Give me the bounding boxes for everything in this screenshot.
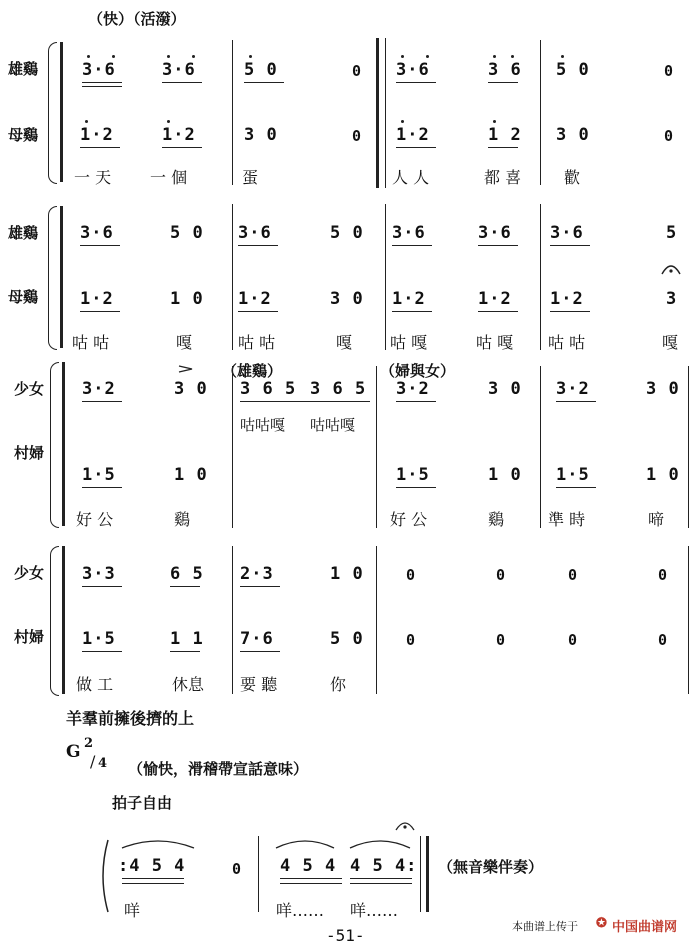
barline — [376, 366, 377, 528]
voice-cue-women: （婦與女） — [380, 362, 456, 380]
octave-dot — [561, 55, 564, 58]
tempo-marking-2: （愉快，滑稽帶宣話意味） — [128, 760, 309, 778]
lyric: 一 個 — [150, 168, 188, 187]
note-group: 3·6 — [478, 223, 512, 243]
beam-line — [80, 245, 120, 246]
note-group: 1 0 — [174, 465, 208, 485]
tempo-marking: （快）（活潑） — [88, 10, 186, 28]
rest: 0 — [568, 566, 578, 584]
lyric: 好 公 — [390, 510, 428, 529]
note-group: 5 0 — [330, 223, 364, 243]
beam-line — [240, 401, 370, 402]
rest: 0 — [496, 631, 506, 649]
barline — [540, 366, 541, 528]
lyric: 鷄 — [174, 510, 191, 529]
beam-line — [82, 86, 122, 87]
stage-direction: 羊羣前擁後擠的上 — [66, 709, 195, 728]
beam-line — [82, 651, 122, 652]
lyric: 休息 — [172, 675, 205, 694]
barline — [385, 38, 386, 188]
beam-line — [550, 245, 590, 246]
barline — [376, 38, 379, 188]
barline — [232, 40, 233, 185]
beam-line — [122, 878, 184, 879]
beam-line — [162, 147, 202, 148]
rest: 0 — [664, 127, 674, 145]
barline — [420, 836, 421, 912]
beam-line — [82, 401, 122, 402]
note-group: 3 0 — [174, 379, 208, 399]
note-group: 5 — [666, 223, 678, 243]
note-group: 3·6 — [82, 60, 116, 80]
beam-line — [238, 245, 278, 246]
note-group: 3 0 — [556, 125, 590, 145]
note-group: 1·2 — [80, 289, 114, 309]
page-number: -51- — [326, 926, 365, 945]
barline — [232, 204, 233, 350]
beam-line — [80, 311, 120, 312]
lyric: 鷄 — [488, 510, 505, 529]
octave-dot — [167, 120, 170, 123]
lyric: 人 人 — [392, 168, 430, 187]
note-group: 5 0 — [244, 60, 278, 80]
fermata-mark — [660, 258, 682, 278]
lyric: 一 天 — [74, 168, 112, 187]
voice-label-girl: 少女 — [14, 564, 45, 582]
barline — [688, 546, 689, 694]
beam-line — [280, 883, 342, 884]
note-group: 3·6 — [550, 223, 584, 243]
octave-dot — [112, 55, 115, 58]
time-sig-slash: / — [90, 752, 96, 771]
beam-line — [478, 245, 518, 246]
lyric: 咩…… — [350, 901, 399, 920]
slur-mark — [118, 836, 198, 850]
barline — [540, 40, 541, 185]
octave-dot — [493, 120, 496, 123]
beam-line — [350, 878, 412, 879]
lyric: 嘎 — [662, 333, 679, 352]
octave-dot — [401, 120, 404, 123]
lyric: 咕 嘎 — [390, 333, 428, 352]
note-group: 4 5 4 — [280, 856, 337, 876]
rest: 0 — [352, 127, 362, 145]
performance-note: （無音樂伴奏） — [438, 858, 544, 876]
rest: 0 — [664, 62, 674, 80]
voice-cue-rooster: （雄鷄） — [222, 362, 283, 380]
note-group: 7·6 — [240, 629, 274, 649]
note-group: 3 0 — [330, 289, 364, 309]
lyric: 咕 咕 — [72, 333, 110, 352]
note-group: 3 — [666, 289, 678, 309]
barline — [232, 546, 233, 694]
lyric: 咕 咕 — [238, 333, 276, 352]
staff-brace — [48, 206, 57, 350]
octave-dot — [493, 55, 496, 58]
beam-line — [82, 586, 122, 587]
note-group: 3 0 — [646, 379, 680, 399]
note-group: 4 5 4: — [350, 856, 418, 876]
beam-line — [392, 311, 432, 312]
voice-label-village-woman: 村婦 — [14, 628, 45, 646]
note-group: 1·2 — [550, 289, 584, 309]
voice-label-hen: 母鷄 — [8, 288, 39, 306]
barline — [376, 546, 377, 694]
note-group: 3·3 — [82, 564, 116, 584]
barline — [60, 42, 63, 182]
lyric: 歡 — [564, 168, 581, 187]
lyric: 蛋 — [242, 168, 259, 187]
note-group: 5 0 — [170, 223, 204, 243]
lyric: 要 聽 — [240, 675, 278, 694]
octave-dot — [401, 55, 404, 58]
slur-mark — [272, 836, 422, 850]
fermata-mark — [394, 816, 416, 834]
note-group: 1·5 — [82, 465, 116, 485]
beam-line — [122, 883, 184, 884]
beam-line — [238, 311, 278, 312]
rest: 0 — [406, 566, 416, 584]
note-group: 3 6 5 — [240, 379, 297, 399]
note-group: :4 5 4 — [118, 856, 186, 876]
lyric: 咕 嘎 — [476, 333, 514, 352]
note-group: 3·2 — [556, 379, 590, 399]
site-logo: 中国曲谱网 — [612, 920, 678, 935]
lyric: 好 公 — [76, 510, 114, 529]
note-group: 1 0 — [488, 465, 522, 485]
barline — [62, 362, 65, 526]
barline — [385, 204, 386, 350]
note-group: 5 0 — [556, 60, 590, 80]
note-group: 1 2 — [488, 125, 522, 145]
lyric: 你 — [330, 675, 347, 694]
voice-label-hen: 母鷄 — [8, 126, 39, 144]
note-group: 3·6 — [162, 60, 196, 80]
lyric: 嘎 — [176, 333, 193, 352]
rest: 0 — [406, 631, 416, 649]
octave-dot — [511, 55, 514, 58]
beam-line — [350, 883, 412, 884]
note-group: 2·3 — [240, 564, 274, 584]
note-group: 5 0 — [330, 629, 364, 649]
staff-brace — [50, 546, 59, 696]
note-group: 1 1 — [170, 629, 204, 649]
rest: 0 — [496, 566, 506, 584]
note-group: 1·5 — [82, 629, 116, 649]
beam-line — [244, 82, 284, 83]
note-group: 1·5 — [556, 465, 590, 485]
beam-line — [478, 311, 518, 312]
beam-line — [240, 651, 280, 652]
beam-line — [488, 82, 518, 83]
note-group: 3·6 — [396, 60, 430, 80]
rest: 0 — [568, 631, 578, 649]
barline — [258, 836, 259, 912]
note-group: 1·2 — [396, 125, 430, 145]
note-group: 1 0 — [330, 564, 364, 584]
octave-dot — [192, 55, 195, 58]
note-group: 1·2 — [392, 289, 426, 309]
octave-dot — [167, 55, 170, 58]
lyric: 咩…… — [276, 901, 325, 920]
barline — [60, 206, 63, 348]
lyric: 準 時 — [548, 510, 586, 529]
beam-line — [240, 586, 280, 587]
barline — [540, 204, 541, 350]
voice-label-rooster: 雄鷄 — [8, 224, 39, 242]
beam-line — [556, 401, 596, 402]
voice-label-rooster: 雄鷄 — [8, 60, 39, 78]
beam-line — [396, 82, 436, 83]
lyric: 都 喜 — [484, 168, 522, 187]
beam-line — [280, 878, 342, 879]
free-rhythm-marking: 拍子自由 — [112, 794, 173, 812]
note-group: 3 6 5 — [310, 379, 367, 399]
barline — [426, 836, 429, 912]
key-letter: G — [66, 742, 81, 762]
note-group: 3·6 — [392, 223, 426, 243]
note-group: 1·2 — [238, 289, 272, 309]
lyric: 做 工 — [76, 675, 114, 694]
beam-line — [556, 487, 596, 488]
lyric: 咕 咕 — [548, 333, 586, 352]
lyric: 咩 — [124, 901, 141, 920]
rooster-word: 咕咕嘎 — [240, 416, 286, 434]
staff-brace — [50, 362, 59, 528]
note-group: 1·2 — [478, 289, 512, 309]
note-group: 3·2 — [82, 379, 116, 399]
note-group: 1·2 — [162, 125, 196, 145]
octave-dot — [87, 55, 90, 58]
beam-line — [396, 401, 436, 402]
octave-dot — [426, 55, 429, 58]
time-sig-numerator: 2 — [84, 736, 94, 751]
barline — [232, 366, 233, 528]
note-group: 3 0 — [244, 125, 278, 145]
note-group: 6 5 — [170, 564, 204, 584]
note-group: 1·5 — [396, 465, 430, 485]
rest: 0 — [658, 631, 668, 649]
staff-brace — [48, 42, 57, 184]
note-group: 3·6 — [238, 223, 272, 243]
beam-line — [80, 147, 120, 148]
voice-label-girl: 少女 — [14, 380, 45, 398]
key-signature — [66, 742, 81, 762]
accent-mark — [178, 364, 194, 374]
beam-line — [82, 487, 122, 488]
barline — [688, 366, 689, 528]
octave-dot — [85, 120, 88, 123]
note-group: 3·2 — [396, 379, 430, 399]
barline — [62, 546, 65, 694]
lyric: 嘎 — [336, 333, 353, 352]
beam-line — [392, 245, 432, 246]
upload-note: 本曲谱上传于 — [512, 920, 578, 933]
rest: 0 — [232, 860, 242, 878]
open-bracket — [96, 838, 110, 914]
site-logo-icon: ✪ — [596, 916, 607, 931]
note-group: 1·2 — [80, 125, 114, 145]
beam-line — [82, 82, 122, 83]
voice-label-village-woman: 村婦 — [14, 444, 45, 462]
rooster-word: 咕咕嘎 — [310, 416, 356, 434]
rest: 0 — [352, 62, 362, 80]
beam-line — [396, 147, 436, 148]
beam-line — [396, 487, 436, 488]
beam-line — [488, 147, 518, 148]
rest: 0 — [658, 566, 668, 584]
beam-line — [162, 82, 202, 83]
note-group: 3·6 — [80, 223, 114, 243]
lyric: 啼 — [648, 510, 665, 529]
note-group: 1 0 — [646, 465, 680, 485]
beam-line — [170, 651, 200, 652]
time-sig-denominator: 4 — [98, 756, 108, 771]
octave-dot — [249, 55, 252, 58]
beam-line — [550, 311, 590, 312]
note-group: 3 6 — [488, 60, 522, 80]
note-group: 3 0 — [488, 379, 522, 399]
beam-line — [170, 586, 200, 587]
note-group: 1 0 — [170, 289, 204, 309]
